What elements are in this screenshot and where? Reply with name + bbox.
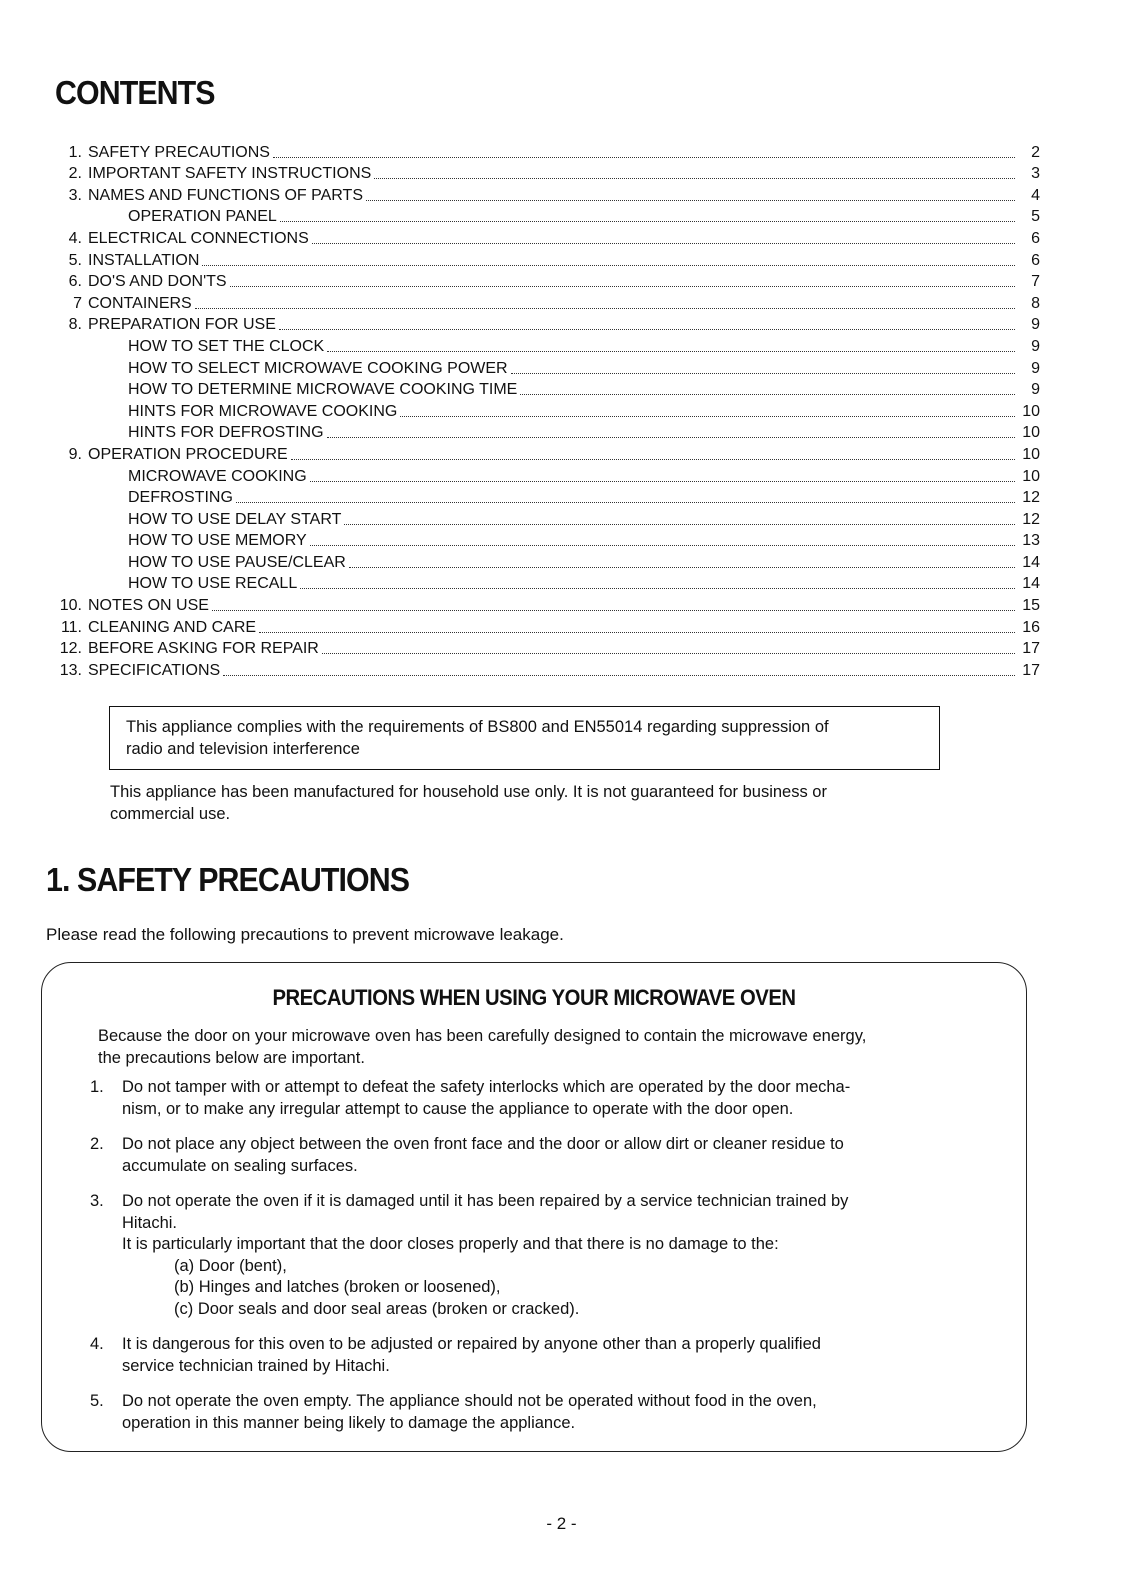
toc-entry [50, 162, 1040, 184]
toc-entry [50, 593, 1040, 615]
toc-entry-number: 1. [68, 143, 82, 161]
toc-entry-title: HOW TO USE MEMORY [128, 532, 307, 550]
toc-dot-leader [520, 393, 1015, 395]
toc-entry [50, 183, 1040, 205]
toc-entry-number: 8. [68, 316, 82, 334]
toc-entry-page: 17 [1022, 640, 1040, 658]
toc-dot-leader [312, 242, 1015, 244]
toc-entry [50, 442, 1040, 464]
toc-entry-page: 6 [1031, 251, 1040, 269]
toc-entry [50, 248, 1040, 270]
toc-entry-title: SAFETY PRECAUTIONS [88, 143, 270, 161]
toc-entry-page: 14 [1022, 575, 1040, 593]
precaution-line: Do not operate the oven empty. The appliance should not be operated without food in the oven, [122, 1392, 817, 1410]
toc-entry [50, 356, 1040, 378]
toc-dot-leader [400, 415, 1015, 417]
toc-entry [50, 270, 1040, 292]
toc-entry-page: 2 [1031, 143, 1040, 161]
toc-entry-title: OPERATION PANEL [128, 208, 277, 226]
precaution-subitem: (a) Door (bent), [174, 1256, 287, 1275]
toc-dot-leader [327, 436, 1015, 438]
precaution-text [122, 1334, 970, 1377]
precaution-text [122, 1391, 970, 1434]
toc-entry-page: 6 [1031, 229, 1040, 247]
precaution-text [122, 1191, 970, 1320]
household-note-line: This appliance has been manufactured for household use only. It is not guaranteed for business or [110, 783, 827, 801]
toc-dot-leader [202, 264, 1015, 266]
toc-entry-title: CLEANING AND CARE [88, 618, 257, 636]
toc-entry-page: 12 [1022, 510, 1040, 528]
toc-entry-page: 5 [1031, 208, 1040, 226]
precaution-line: Do not tamper with or attempt to defeat the safety interlocks which are operated by the door mecha- [122, 1078, 851, 1096]
toc-dot-leader [223, 674, 1015, 676]
household-note-line: commercial use. [110, 805, 231, 823]
toc-entry-title: NOTES ON USE [88, 597, 209, 615]
precaution-line: accumulate on sealing surfaces. [122, 1156, 358, 1175]
toc-entry-page: 10 [1022, 467, 1040, 485]
precaution-line: service technician trained by Hitachi. [122, 1356, 390, 1375]
precaution-text [122, 1077, 970, 1120]
toc-entry-number: 3. [68, 186, 82, 204]
precaution-item [90, 1391, 970, 1434]
toc-entry-title: CONTAINERS [88, 294, 192, 312]
toc-entry [50, 291, 1040, 313]
toc-entry-page: 10 [1022, 424, 1040, 442]
precaution-text [122, 1134, 970, 1177]
toc-entry-title: HOW TO DETERMINE MICROWAVE COOKING TIME [128, 381, 518, 399]
page-number: - 2 - [546, 1514, 577, 1533]
toc-entry-page: 8 [1031, 294, 1040, 312]
toc-dot-leader [366, 199, 1015, 201]
toc-entry [50, 486, 1040, 508]
toc-entry [50, 378, 1040, 400]
toc-entry-title: HOW TO SELECT MICROWAVE COOKING POWER [128, 359, 508, 377]
toc-dot-leader [300, 587, 1015, 589]
precaution-item [90, 1077, 970, 1120]
toc-dot-leader [327, 350, 1015, 352]
toc-entry-page: 10 [1022, 402, 1040, 420]
toc-entry-page: 9 [1031, 381, 1040, 399]
table-of-contents [50, 140, 1040, 680]
precaution-number: 5. [90, 1392, 104, 1410]
toc-entry [50, 421, 1040, 443]
precaution-number: 4. [90, 1335, 104, 1353]
toc-entry-number: 11. [60, 618, 82, 636]
precaution-subitem: (b) Hinges and latches (broken or loosened), [174, 1278, 501, 1296]
toc-entry-title: HOW TO USE PAUSE/CLEAR [128, 553, 346, 571]
toc-entry [50, 313, 1040, 335]
toc-entry-number: 7 [73, 294, 82, 312]
toc-dot-leader [273, 156, 1015, 158]
toc-entry-number: 10. [59, 597, 82, 615]
toc-entry-title: HOW TO SET THE CLOCK [128, 337, 325, 355]
toc-entry-page: 3 [1031, 165, 1040, 183]
toc-entry-number: 4. [68, 229, 82, 247]
toc-dot-leader [344, 523, 1015, 525]
toc-entry [50, 615, 1040, 637]
precautions-box [41, 962, 1027, 1452]
toc-entry-title: ELECTRICAL CONNECTIONS [88, 229, 309, 247]
toc-entry [50, 399, 1040, 421]
toc-entry-title: IMPORTANT SAFETY INSTRUCTIONS [88, 165, 372, 183]
precaution-line: Do not operate the oven if it is damaged until it has been repaired by a service technician trained by [122, 1192, 849, 1210]
precautions-title: PRECAUTIONS WHEN USING YOUR MICROWAVE OVEN [272, 985, 796, 1010]
precaution-line: Do not place any object between the oven front face and the door or allow dirt or cleaner residue to [122, 1135, 844, 1153]
section-heading: 1. SAFETY PRECAUTIONS [46, 861, 410, 898]
toc-dot-leader [230, 285, 1015, 287]
precaution-item [90, 1134, 970, 1177]
compliance-notice-line: radio and television interference [126, 740, 360, 758]
toc-entry-page: 14 [1022, 553, 1040, 571]
toc-entry [50, 334, 1040, 356]
compliance-notice-line: This appliance complies with the requirements of BS800 and EN55014 regarding suppression of [126, 718, 829, 736]
toc-entry [50, 550, 1040, 572]
toc-entry-number: 12. [59, 640, 82, 658]
toc-entry-page: 9 [1031, 337, 1040, 355]
precaution-number: 1. [90, 1078, 104, 1096]
toc-entry-page: 17 [1022, 661, 1040, 679]
precautions-intro [98, 1025, 978, 1069]
toc-entry [50, 658, 1040, 680]
toc-entry-title: OPERATION PROCEDURE [88, 445, 288, 463]
toc-entry-number: 9. [68, 445, 82, 463]
precaution-number: 2. [90, 1135, 104, 1153]
toc-entry [50, 140, 1040, 162]
toc-entry-title: HINTS FOR DEFROSTING [128, 424, 324, 442]
toc-dot-leader [195, 307, 1015, 309]
toc-entry [50, 637, 1040, 659]
toc-dot-leader [374, 177, 1015, 179]
toc-dot-leader [280, 220, 1015, 222]
toc-entry-title: INSTALLATION [88, 251, 200, 269]
toc-entry-number: 13. [59, 661, 82, 679]
toc-dot-leader [349, 566, 1015, 568]
toc-entry [50, 529, 1040, 551]
toc-dot-leader [511, 372, 1015, 374]
precaution-line: It is particularly important that the door closes properly and that there is no damage to the: [122, 1235, 779, 1253]
toc-entry-page: 15 [1022, 597, 1040, 615]
household-use-note [110, 781, 970, 825]
precaution-line: Hitachi. [122, 1213, 178, 1232]
precaution-number: 3. [90, 1192, 104, 1210]
toc-entry-page: 10 [1022, 445, 1040, 463]
toc-dot-leader [279, 328, 1015, 330]
toc-entry-page: 12 [1022, 489, 1040, 507]
toc-entry-title: DEFROSTING [128, 489, 233, 507]
toc-entry [50, 507, 1040, 529]
toc-entry-title: DO'S AND DON'TS [88, 273, 227, 291]
toc-entry-number: 6. [68, 273, 82, 291]
precautions-intro-line: the precautions below are important. [98, 1049, 365, 1067]
toc-entry-title: BEFORE ASKING FOR REPAIR [88, 640, 319, 658]
toc-entry-title: MICROWAVE COOKING [128, 467, 307, 485]
toc-entry-title: PREPARATION FOR USE [88, 316, 276, 334]
precaution-line: operation in this manner being likely to damage the appliance. [122, 1413, 576, 1432]
toc-entry-title: HINTS FOR MICROWAVE COOKING [128, 402, 398, 420]
section-intro: Please read the following precautions to prevent microwave leakage. [46, 925, 564, 944]
toc-entry [50, 572, 1040, 594]
toc-entry-page: 7 [1031, 273, 1040, 291]
toc-entry-title: NAMES AND FUNCTIONS OF PARTS [88, 186, 363, 204]
precaution-line: nism, or to make any irregular attempt to cause the appliance to operate with the door open. [122, 1099, 794, 1118]
toc-entry-number: 2. [68, 165, 82, 183]
toc-entry-page: 13 [1022, 532, 1040, 550]
compliance-notice-box [109, 706, 940, 770]
toc-dot-leader [322, 652, 1015, 654]
toc-entry [50, 464, 1040, 486]
toc-entry-page: 4 [1031, 186, 1040, 204]
toc-dot-leader [310, 480, 1015, 482]
precautions-intro-line: Because the door on your microwave oven has been carefully designed to contain the microwave energy, [98, 1027, 867, 1045]
precaution-subitem: (c) Door seals and door seal areas (broken or cracked). [174, 1299, 580, 1318]
toc-entry [50, 226, 1040, 248]
toc-entry [50, 205, 1040, 227]
precaution-line: It is dangerous for this oven to be adjusted or repaired by anyone other than a properly qualified [122, 1335, 821, 1353]
toc-entry-page: 16 [1022, 618, 1040, 636]
toc-entry-title: HOW TO USE DELAY START [128, 510, 342, 528]
toc-dot-leader [212, 609, 1015, 611]
toc-entry-number: 5. [68, 251, 82, 269]
toc-entry-page: 9 [1031, 359, 1040, 377]
toc-dot-leader [259, 631, 1015, 633]
toc-entry-title: HOW TO USE RECALL [128, 575, 298, 593]
toc-entry-page: 9 [1031, 316, 1040, 334]
toc-entry-title: SPECIFICATIONS [88, 661, 221, 679]
toc-dot-leader [236, 501, 1015, 503]
precautions-list [90, 1077, 970, 1434]
contents-heading: CONTENTS [55, 74, 215, 111]
precaution-item [90, 1191, 970, 1320]
toc-dot-leader [310, 544, 1015, 546]
toc-dot-leader [291, 458, 1015, 460]
precaution-item [90, 1334, 970, 1377]
